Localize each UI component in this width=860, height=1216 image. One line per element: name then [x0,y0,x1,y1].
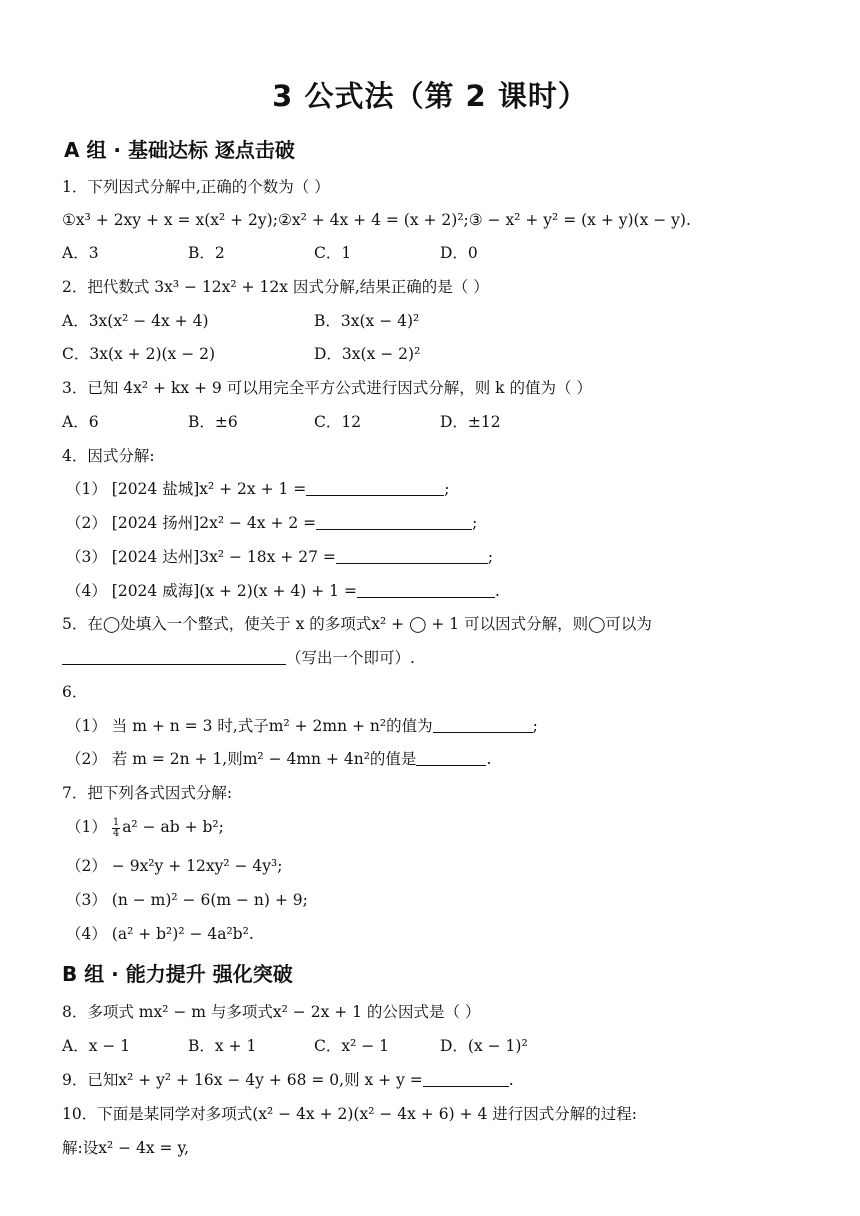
q6-item-2 [66,748,491,770]
q3-option-a: A．6 [62,413,99,431]
q1-stem: 1．下列因式分解中,正确的个数为（ ） [62,178,330,196]
q4-item-2-blank[interactable] [316,513,472,530]
q3-option-c: C．12 [314,413,362,431]
section-b-heading: B 组 · 能力提升 强化突破 [62,962,293,986]
q3-option-b: B．±6 [188,413,238,431]
q4-item-1 [66,478,450,500]
q10-stem: 10．下面是某同学对多项式(x² − 4x + 2)(x² − 4x + 6) + 4 进行因式分解的过程: [62,1105,637,1123]
q4-item-3-label: （3） [2024 达州]3x² − 18x + 27 = [66,548,336,566]
q4-item-4-end: . [494,582,500,600]
fraction-numerator: 1 [112,816,120,828]
q4-item-4-blank[interactable] [357,581,495,598]
q8-option-c: C．x² − 1 [314,1037,390,1055]
q7-item-1-prefix: （1） [66,818,107,836]
q4-item-1-label: （1） [2024 盐城]x² + 2x + 1 = [66,480,307,498]
q4-item-1-end: ; [444,480,450,498]
q6-item-1 [66,715,538,737]
q2-option-b: B．3x(x − 4)² [314,312,420,330]
q1-option-a: A．3 [62,244,99,262]
q4-item-2-label: （2） [2024 扬州]2x² − 4x + 2 = [66,514,317,532]
q5-tail: （写出一个即可）. [286,649,415,667]
q10-solution-line: 解:设x² − 4x = y, [62,1139,190,1157]
q6-item-1-label: （1） 当 m + n = 3 时,式子m² + 2mn + n²的值为 [66,717,433,735]
q2-option-a: A．3x(x² − 4x + 4) [62,312,209,330]
q2-option-c: C．3x(x + 2)(x − 2) [62,345,216,363]
q4-item-3 [66,546,493,568]
q4-item-3-blank[interactable] [336,547,488,564]
q9-line [62,1069,514,1091]
q9-stem: 9．已知x² + y² + 16x − 4y + 68 = 0,则 x + y = [62,1071,423,1089]
fraction-one-quarter [112,818,120,839]
q2-option-d: D．3x(x − 2)² [314,345,421,363]
q5-blank[interactable] [62,648,286,665]
q1-option-b: B．2 [188,244,225,262]
q6-item-1-blank[interactable] [433,716,533,733]
q7-item-2: （2） − 9x²y + 12xy² − 4y³; [66,857,283,875]
q2-stem: 2．把代数式 3x³ − 12x² + 12x 因式分解,结果正确的是（ ） [62,278,489,296]
q7-item-4: （4） (a² + b²)² − 4a²b². [66,925,254,943]
q5-stem: 5．在◯处填入一个整式，使关于 x 的多项式x² + ◯ + 1 可以因式分解，则◯可以为 [62,615,652,633]
q9-blank[interactable] [423,1070,509,1087]
q8-option-a: A．x − 1 [62,1037,131,1055]
q6-item-2-blank[interactable] [416,749,486,766]
q6-item-2-label: （2） 若 m = 2n + 1,则m² − 4mn + 4n²的值是 [66,750,417,768]
q9-end: . [508,1071,514,1089]
q4-item-4-label: （4） [2024 威海](x + 2)(x + 4) + 1 = [66,582,357,600]
q4-stem: 4．因式分解: [62,447,155,465]
q6-stem: 6． [62,683,88,701]
q6-item-1-end: ; [532,717,538,735]
fraction-denominator: 4 [112,827,120,839]
q4-item-2 [66,512,477,534]
q4-item-4 [66,580,500,602]
page-title: 3 公式法（第 2 课时） [272,79,588,113]
q4-item-2-end: ; [472,514,478,532]
q6-item-2-end: . [486,750,492,768]
q4-item-1-blank[interactable] [306,479,444,496]
section-a-heading: A 组 · 基础达标 逐点击破 [64,138,295,162]
q3-option-d: D．±12 [440,413,501,431]
q7-stem: 7．把下列各式因式分解: [62,784,233,802]
q1-option-c: C．1 [314,244,352,262]
q3-stem: 3．已知 4x² + kx + 9 可以用完全平方公式进行因式分解，则 k 的值为（ ） [62,379,592,397]
q1-option-d: D．0 [440,244,478,262]
q7-item-1-rest: a² − ab + b²; [122,818,224,836]
q8-option-b: B．x + 1 [188,1037,257,1055]
q7-item-1 [66,816,224,839]
q8-stem: 8．多项式 mx² − m 与多项式x² − 2x + 1 的公因式是（ ） [62,1003,481,1021]
q5-answer-line [62,647,415,669]
q8-option-d: D．(x − 1)² [440,1037,528,1055]
q1-formulas: ①x³ + 2xy + x = x(x² + 2y);②x² + 4x + 4 = (x + 2)²;③ − x² + y² = (x + y)(x − y). [62,211,691,229]
q4-item-3-end: ; [487,548,494,566]
q7-item-3: （3） (n − m)² − 6(m − n) + 9; [66,891,308,909]
